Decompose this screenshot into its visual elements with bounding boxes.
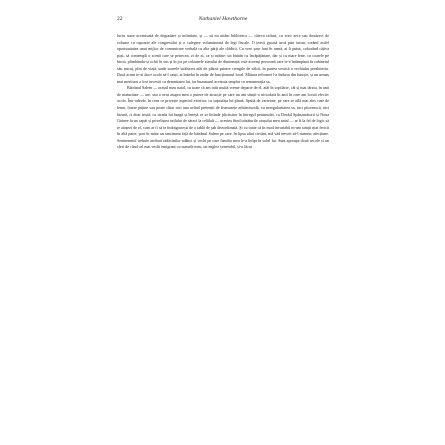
paragraph: lucru stare accentuată de degradare și infinitate, și — să nu uităm biblioteca — câteva rafturi, cu vreo zece sau douăzeci de volume cu rapoarte ale congresului și o culegere voluminoasă de legi fiscale. O țeavă groasă urcă prin tavan, creând astfel oportunitatea unui mijloc de comunicare verbală cu alte părți ale clădirii. Cu vreo șase luni în urmă, ai fi putut, coborând câțiva pași, să contempli o scenă care se petrecea, zi de zi, ca și mâine: un bătrân cu încăpățânare, dar și cu mare lene, cu coatele pe birou, plimbându-și ochii în sus și în jos pe coloanele ziarului de dimineață; este aceeași persoană care te-a întâmpinat în cabinetul său micuț, plin de viață, unde soarele strălucea atât de plăcut printre crengile de sălcii, în partea vestică a vechiului prezbiteriu. Dacă acum te-ai duce acolo să-l cauți, ai întreba în zadar de funcționarul local. Mătura reformei l-a îndurat din funcție, și un urmaș mai merituos a fost investit cu demnitatea lui, iar buzunarul acestuia umplut cu remunerația sa. bbox=[117, 33, 329, 84]
running-head bbox=[117, 14, 329, 24]
body-text bbox=[117, 33, 329, 151]
paragraph: Bătrânul Salem — orașul meu natal, cu toate că am trăit multă vreme departe de el, atât în copilărie, cât și mai târziu, în anii de maturitate — are, sau a avut asupra mea o putere de atracție pe care nu am simțit-o niciodată în anii în care am locuit efectiv acolo. Într-adevăr, în ceea ce privește aspectul exterior, cu suprafața lui plană, lipsită de varietate, pe care se află mai ales case de lemn, foarte puține sau poate chiar nici una având pretenții de frumusețe arhitecturală, cu neregularitatea sa, nici pitorească, nici bizară, ci doar tristă; cu strada lui lungă și leneșă ce se întinde plictisitor în întregul peninsulei, cu Dealul Spânzurătorii și Noua Guinee la un capăt și priveliștea azilului de săraci la celălalt — acestea fiind trăsăturile orașului meu natal — ar fi la fel de logic să te atașezi de el, cum ar fi să te îndrăgostești de o tablă de șah dezordonată. Și cu toate că în mod invariabil m-am simțit mai fericit în altă parte, port în mine un sentiment față de bătrânul Salem pe care, în lipsa altui cuvânt, mă văd nevoit să-l numesc afecțiune. Sentimentul trebuie atribuit rădăcinilor adânci și vechi pe care familia mea le-a înfipt în solul lui. Sunt aproape două secole și un sfert de când cel mai vechi emigrant cu numele meu, un englez venerabil, și-a făcut bbox=[117, 85, 329, 150]
running-title: Nathaniel Hawthorne bbox=[198, 16, 248, 22]
page-number: 22 bbox=[117, 16, 123, 22]
